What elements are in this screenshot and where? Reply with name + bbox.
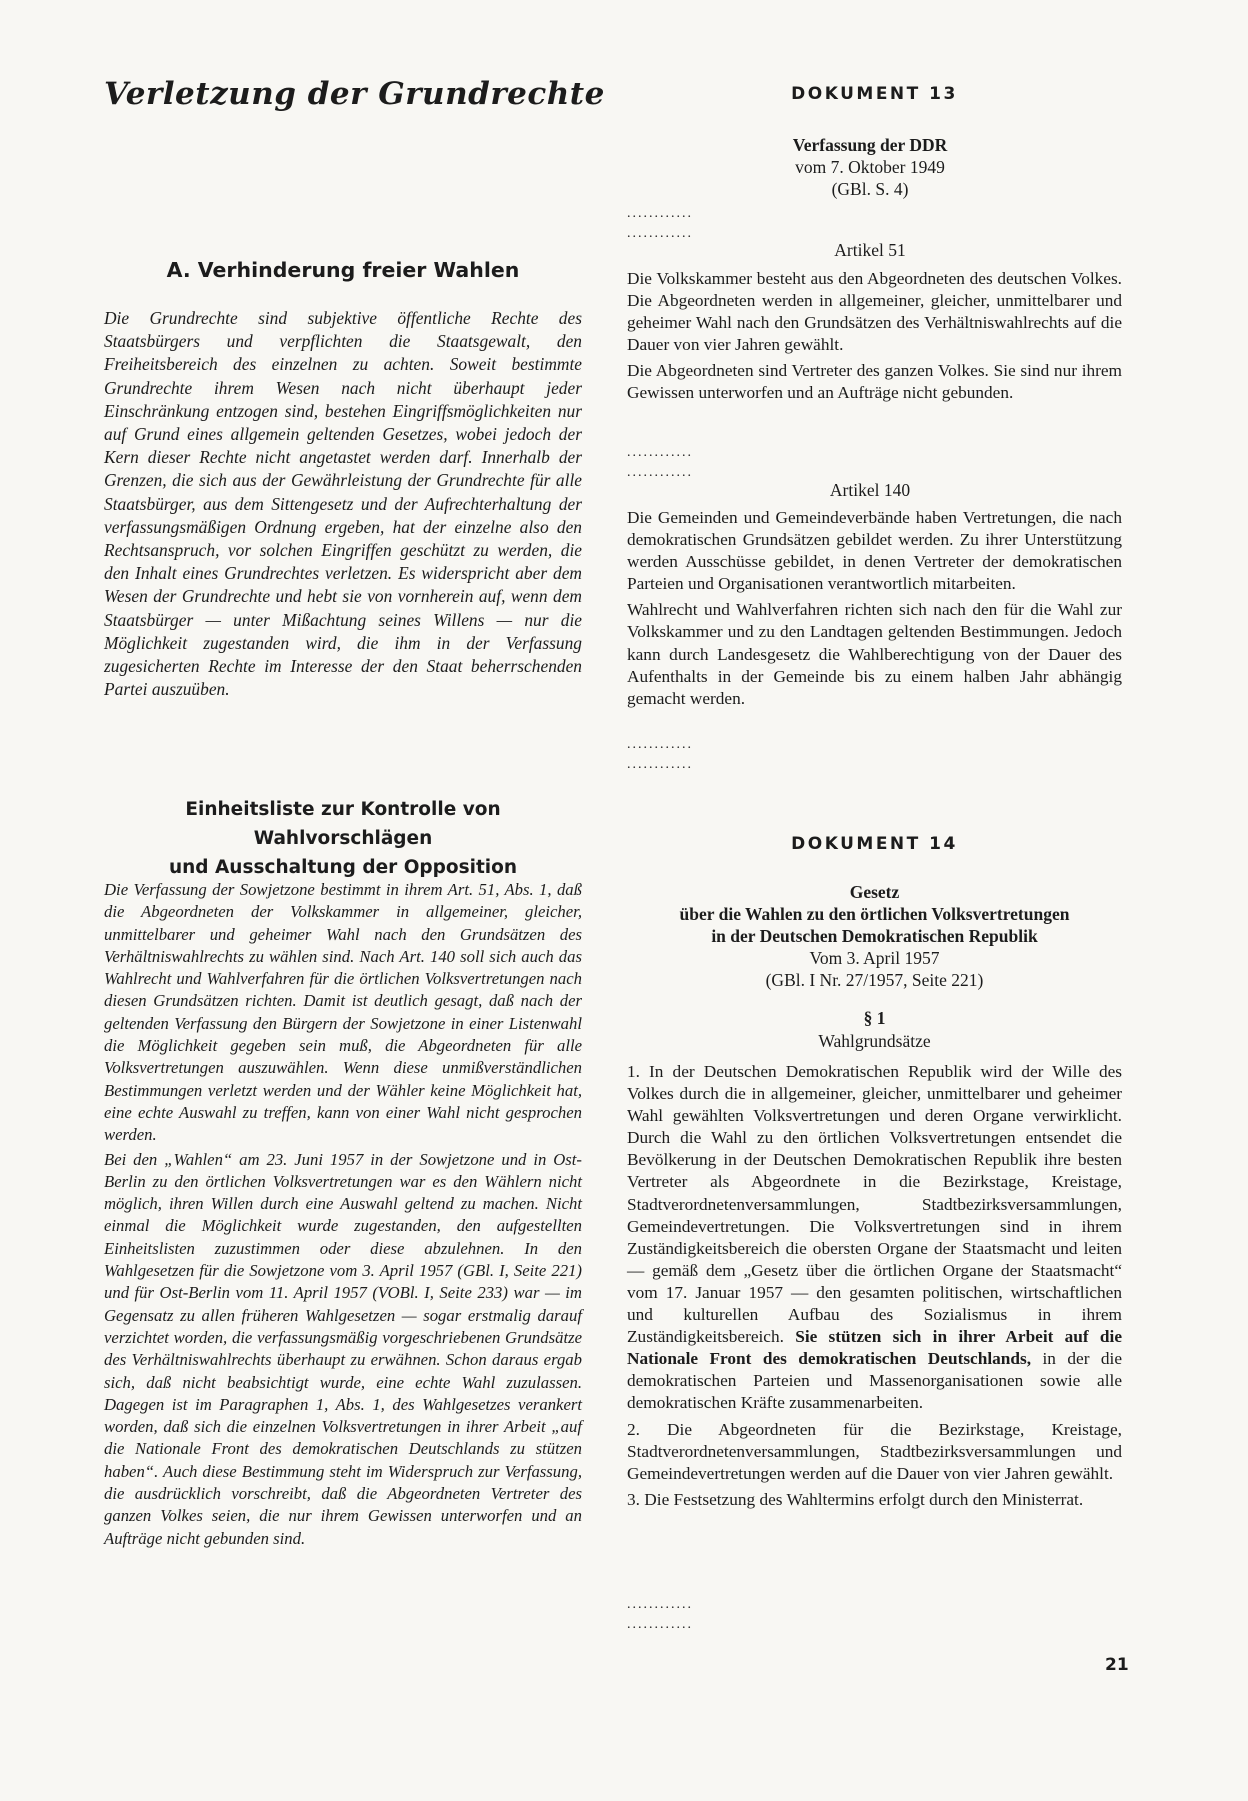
doc14-item-3: 3. Die Festsetzung des Wahltermins erfolgt durch den Ministerrat. (627, 1489, 1084, 1509)
section-a-heading: A. Verhinderung freier Wahlen (166, 258, 520, 282)
section-b-paragraph-1: Die Verfassung der Sowjetzone bestimmt in ihrem Art. 51, Abs. 1, daß die Abgeordneten der Volkskammer in allgemeiner, gleicher, unmittelbarer und geheimer Wahl nach den Grundsätzen des Verhältniswahlrechts zu wählen sind. Nach Art. 140 soll sich auch das Wahlrecht und Wahlverfahren für die örtlichen Volksvertretungen nach diesen Grundsätzen richten. Damit ist deutlich gesagt, daß nach der geltenden Verfassung den Bürgern der Sowjetzone in einer Listenwahl die Möglichkeit gegeben sein muß, die Abgeordneten für alle Volksvertretungen auszuwählen. Wenn diese unmißverständlichen Bestimmungen verletzt werden und der Wähler keine Möglichkeit hat, eine echte Auswahl zu treffen, kann von einer Wahl nicht gesprochen werden. (104, 880, 582, 1145)
section-b-text (104, 879, 582, 1552)
doc14-item-1 (627, 1061, 1122, 1415)
article-140-paragraph-1: Die Gemeinden und Gemeindeverbände haben Vertretungen, die nach demokratischen Grundsätzen gebildet werden. Zu ihrer Unterstützung werden Ausschüsse gebildet, in denen Vertreter der demokratischen Parteien und Organisationen verantwortlich mitarbeiten. (627, 508, 1122, 594)
section-b-heading (104, 795, 582, 882)
ellipsis-dots: ............ (627, 206, 693, 221)
doc14-title-line3: in der Deutschen Demokratischen Republik (711, 926, 1038, 946)
doc14-item-2: 2. Die Abgeordneten für die Bezirkstage, Kreistage, Stadtverordnetenversammlungen, Stadtbezirksversammlungen und Gemeindevertretungen werden auf die Dauer von vier Jahren gewählt. (627, 1419, 1122, 1483)
page-number: 21 (1105, 1655, 1129, 1675)
article-51-paragraph-2: Die Abgeordneten sind Vertreter des ganzen Volkes. Sie sind nur ihrem Gewissen unterworfen und an Aufträge nicht gebunden. (627, 361, 1122, 403)
ellipsis-dots: ............ (627, 737, 693, 752)
doc13-heading: DOKUMENT 13 (791, 84, 958, 104)
article-140-text (627, 507, 1122, 714)
doc14-item-1-text-a: 1. In der Deutschen Demokratischen Republik wird der Wille des Volkes durch die in allgemeiner, gleicher, unmittelbarer und geheimer Wahl gewählten Volksvertretungen und deren Organe verwirklicht. Durch die Wahl zu den örtlichen Volksvertretungen entsendet die Bevölkerung in der Deutschen Demokratischen Republik ihre besten Vertreter als Abgeordnete in die Bezirkstage, Kreistage, Stadtverordnetenversammlungen, Stadtbezirksversammlungen, Gemeindevertretungen. Die Volksvertretungen sind in ihrem Zuständigkeitsbereich die obersten Organe der Staatsmacht und leiten — gemäß dem „Gesetz über die örtlichen Organe der Staatsmacht“ vom 17. Januar 1957 — den gesamten politischen, wirtschaftlichen und kulturellen Aufbau des Sozialismus in ihrem Zuständigkeitsbereich. (627, 1062, 1122, 1347)
doc14-item-1-bold: Sie stützen sich in ihrer Arbeit auf die Nationale Front des demokratischen Deutschlands, (627, 1327, 1123, 1369)
article-140-paragraph-2: Wahlrecht und Wahlverfahren richten sich nach den für die Wahl zur Volkskammer und zu den Landtagen geltenden Bestimmungen. Jedoch kann durch Landesgesetz die Wahlberechtigung von der Dauer des Aufenthalts in der Gemeinde bis zu einem halben Jahr abhängig gemacht werden. (627, 600, 1122, 708)
doc14-date: Vom 3. April 1957 (809, 948, 940, 968)
ellipsis-dots: ............ (627, 757, 693, 772)
ellipsis-dots: ............ (627, 1597, 693, 1612)
paragraph-sign: § 1 (863, 1008, 886, 1028)
doc14-title-line1: Gesetz (849, 882, 900, 902)
doc14-item-1-text-b: in der die demokratischen Parteien und Massenorganisationen sowie alle demokratischen Kräfte zusammenarbeiten. (627, 1349, 1122, 1413)
section-b-heading-line2: und Ausschaltung der Opposition (168, 857, 518, 878)
article-51-paragraph-1: Die Volkskammer besteht aus den Abgeordneten des deutschen Volkes. Die Abgeordneten werden in allgemeiner, gleicher, unmittelbarer und geheimer Wahl nach den Grundsätzen des Verhältniswahlrechts auf die Dauer von vier Jahren gewählt. (627, 269, 1122, 355)
doc13-source-ref: (GBl. S. 4) (831, 179, 909, 199)
ellipsis-dots: ............ (627, 445, 693, 460)
ellipsis-dots: ............ (627, 465, 693, 480)
doc14-title-block (627, 881, 1122, 991)
ellipsis-dots: ............ (627, 226, 693, 241)
page-title: Verletzung der Grundrechte (104, 76, 605, 112)
paragraph-title: Wahlgrundsätze (818, 1031, 931, 1051)
article-51-title: Artikel 51 (834, 240, 906, 260)
section-b-paragraph-2: Bei den „Wahlen“ am 23. Juni 1957 in der Sowjetzone und in Ost-Berlin zu den örtlichen Volksvertretungen war es den Wählern nicht möglich, ihren Willen durch eine Auswahl geltend zu machen. Nicht einmal die Möglichkeit wurde zugestanden, den aufgestellten Einheitslisten zuzustimmen oder diese abzulehnen. In den Wahlgesetzen für die Sowjetzone vom 3. April 1957 (GBl. I, Seite 221) und für Ost-Berlin vom 11. April 1957 (VOBl. I, Seite 233) war — im Gegensatz zu allen früheren Wahlgesetzen — sogar erstmalig darauf verzichtet worden, die verfassungsmäßig vorgeschriebenen Grundsätze des Verhältniswahlrechts überhaupt zu erwähnen. Schon daraus ergab sich, daß nicht beabsichtigt wurde, eine echte Wahl zuzulassen. Dagegen ist im Paragraphen 1, Abs. 1, des Wahlgesetzes verankert worden, daß sich die einzelnen Volksvertretungen in ihrer Arbeit „auf die Nationale Front des demokratischen Deutschlands zu stützen haben“. Auch diese Bestimmung steht im Widerspruch zur Verfassung, die ausdrücklich vorschreibt, daß die Abgeordneten Vertreter des ganzen Volkes seien, die nur ihrem Gewissen unterworfen und an Aufträge nicht gebunden sind. (104, 1149, 582, 1548)
doc13-source-title: Verfassung der DDR (792, 135, 948, 155)
section-a-paragraph: Die Grundrechte sind subjektive öffentliche Rechte des Staatsbürgers und verpflichten die Staatsgewalt, den Freiheitsbereich des einzelnen zu achten. Soweit bestimmte Grundrechte ihrem Wesen nach nicht überhaupt jeder Einschränkung entzogen sind, bestehen Eingriffsmöglichkeiten nur auf Grund eines allgemein geltenden Gesetzes, wobei jedoch der Kern dieser Rechte nicht angetastet werden darf. Innerhalb der Grenzen, die sich aus der Gewährleistung der Grundrechte für alle Staatsbürger, aus dem Sittengesetz und der Aufrechterhaltung der verfassungsmäßigen Ordnung ergeben, hat der einzelne also den Rechtsanspruch, vor solchen Eingriffen geschützt zu werden, die den Inhalt eines Grundrechtes verletzen. Es widerspricht aber dem Wesen der Grundrechte und hebt sie von vornherein auf, wenn dem Staatsbürger — unter Mißachtung seines Willens — nur die Möglichkeit zugestanden wird, die ihm in der Verfassung zugesicherten Rechte im Interesse der den Staat beherrschenden Partei auszuüben. (104, 308, 582, 700)
ellipsis-dots: ............ (627, 1617, 693, 1632)
doc14-heading: DOKUMENT 14 (791, 834, 958, 854)
doc13-source-date: vom 7. Oktober 1949 (795, 157, 945, 177)
doc14-ref: (GBl. I Nr. 27/1957, Seite 221) (765, 970, 984, 990)
doc14-body (627, 1061, 1122, 1515)
article-51-text (627, 268, 1122, 409)
section-a-text (104, 307, 582, 703)
article-140-title: Artikel 140 (829, 480, 911, 500)
doc14-title-line2: über die Wahlen zu den örtlichen Volksvertretungen (679, 904, 1070, 924)
doc13-source (700, 134, 1040, 200)
section-b-heading-line1: Einheitsliste zur Kontrolle von Wahlvorschlägen (185, 799, 501, 849)
